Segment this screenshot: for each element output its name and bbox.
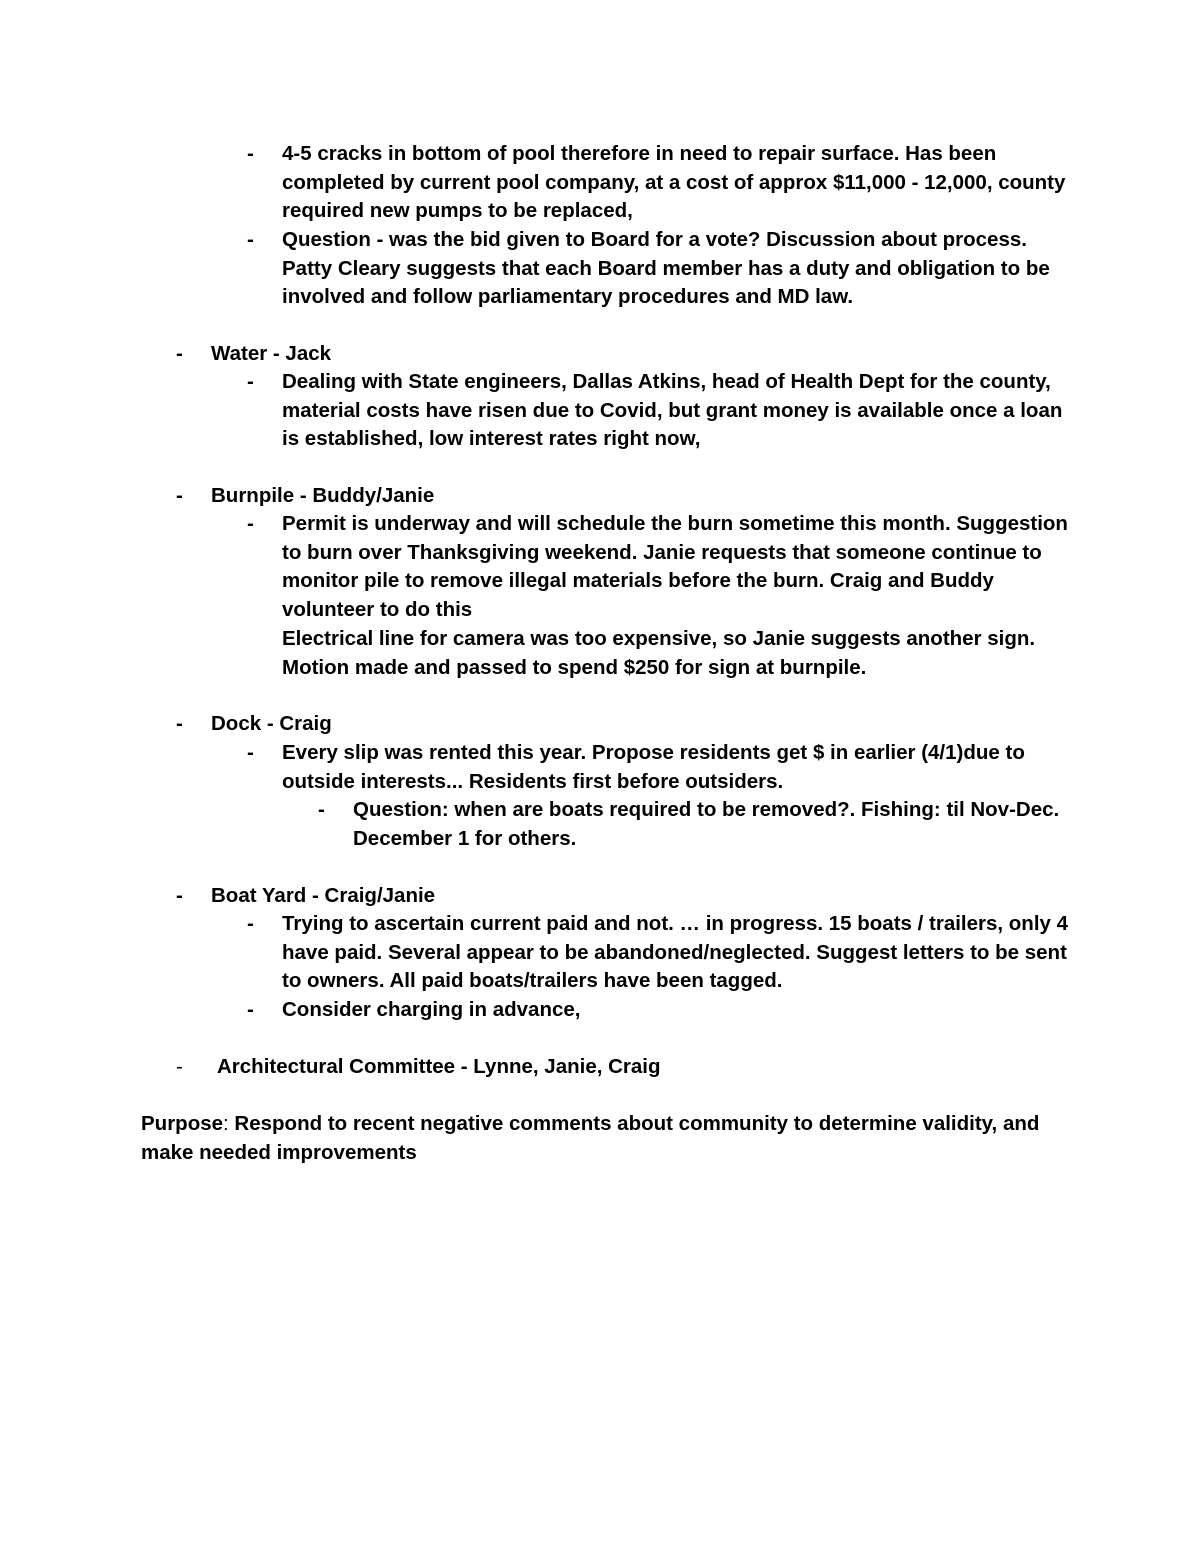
- burnpile-item-permit: Permit is underway and will schedule the burn sometime this month. Suggestion to burn over Thanksgiving weekend. Janie requests that someone continue to monitor pile to remove illegal materials before the burn. Craig and Buddy volunteer to do this: [282, 512, 1068, 621]
- bullet-dash: -: [247, 912, 254, 935]
- bullet-dash: -: [247, 998, 254, 1021]
- water-item-engineers: Dealing with State engineers, Dallas Atkins, head of Health Dept for the county, material costs have risen due to Covid, but grant money is available once a loan is established, low interest rates right now,: [282, 370, 1063, 451]
- bullet-dash: -: [247, 741, 254, 764]
- bullet-dash: -: [176, 884, 183, 907]
- bullet-dash: -: [176, 1055, 183, 1078]
- bullet-dash: -: [247, 512, 254, 535]
- purpose-colon: :: [223, 1112, 229, 1135]
- dock-item-slips: Every slip was rented this year. Propose residents get $ in earlier (4/1)due to outside interests... Residents first before outsiders.: [282, 741, 1025, 793]
- bullet-dash: -: [247, 228, 254, 251]
- section-heading-boatyard: Boat Yard - Craig/Janie: [211, 884, 436, 907]
- boatyard-item-advance: Consider charging in advance,: [282, 998, 581, 1021]
- bullet-dash: -: [176, 712, 183, 735]
- bullet-dash: -: [176, 342, 183, 365]
- bullet-dash: -: [176, 484, 183, 507]
- section-heading-burnpile: Burnpile - Buddy/Janie: [211, 484, 435, 507]
- boatyard-item-paid: Trying to ascertain current paid and not. … in progress. 15 boats / trailers, only 4 have paid. Several appear to be abandoned/neglected. Suggest letters to be sent to owners. All paid boats/trailers have been tagged.: [282, 912, 1069, 993]
- bullet-dash: -: [247, 142, 254, 165]
- dock-subitem-removal: Question: when are boats required to be removed?. Fishing: til Nov-Dec. December 1 for others.: [353, 798, 1060, 850]
- section-heading-dock: Dock - Craig: [211, 712, 332, 735]
- bullet-dash: -: [247, 370, 254, 393]
- purpose-paragraph: [141, 1110, 1081, 1167]
- section-heading-architectural: Architectural Committee - Lynne, Janie, Craig: [217, 1055, 661, 1078]
- bullet-dash: -: [318, 798, 325, 821]
- burnpile-item-camera: Electrical line for camera was too expensive, so Janie suggests another sign. Motion made and passed to spend $250 for sign at burnpile.: [282, 627, 1036, 679]
- purpose-label: Purpose: [141, 1112, 224, 1135]
- pool-item-cracks: 4-5 cracks in bottom of pool therefore in need to repair surface. Has been completed by current pool company, at a cost of approx $11,000 - 12,000, county required new pumps to be replaced,: [282, 142, 1066, 223]
- purpose-text: Respond to recent negative comments about community to determine validity, and make needed improvements: [141, 1112, 1040, 1164]
- pool-item-bid-question: Question - was the bid given to Board for a vote? Discussion about process. Patty Cleary suggests that each Board member has a duty and obligation to be involved and follow parliamentary procedures and MD law.: [282, 228, 1050, 309]
- section-heading-water: Water - Jack: [211, 342, 332, 365]
